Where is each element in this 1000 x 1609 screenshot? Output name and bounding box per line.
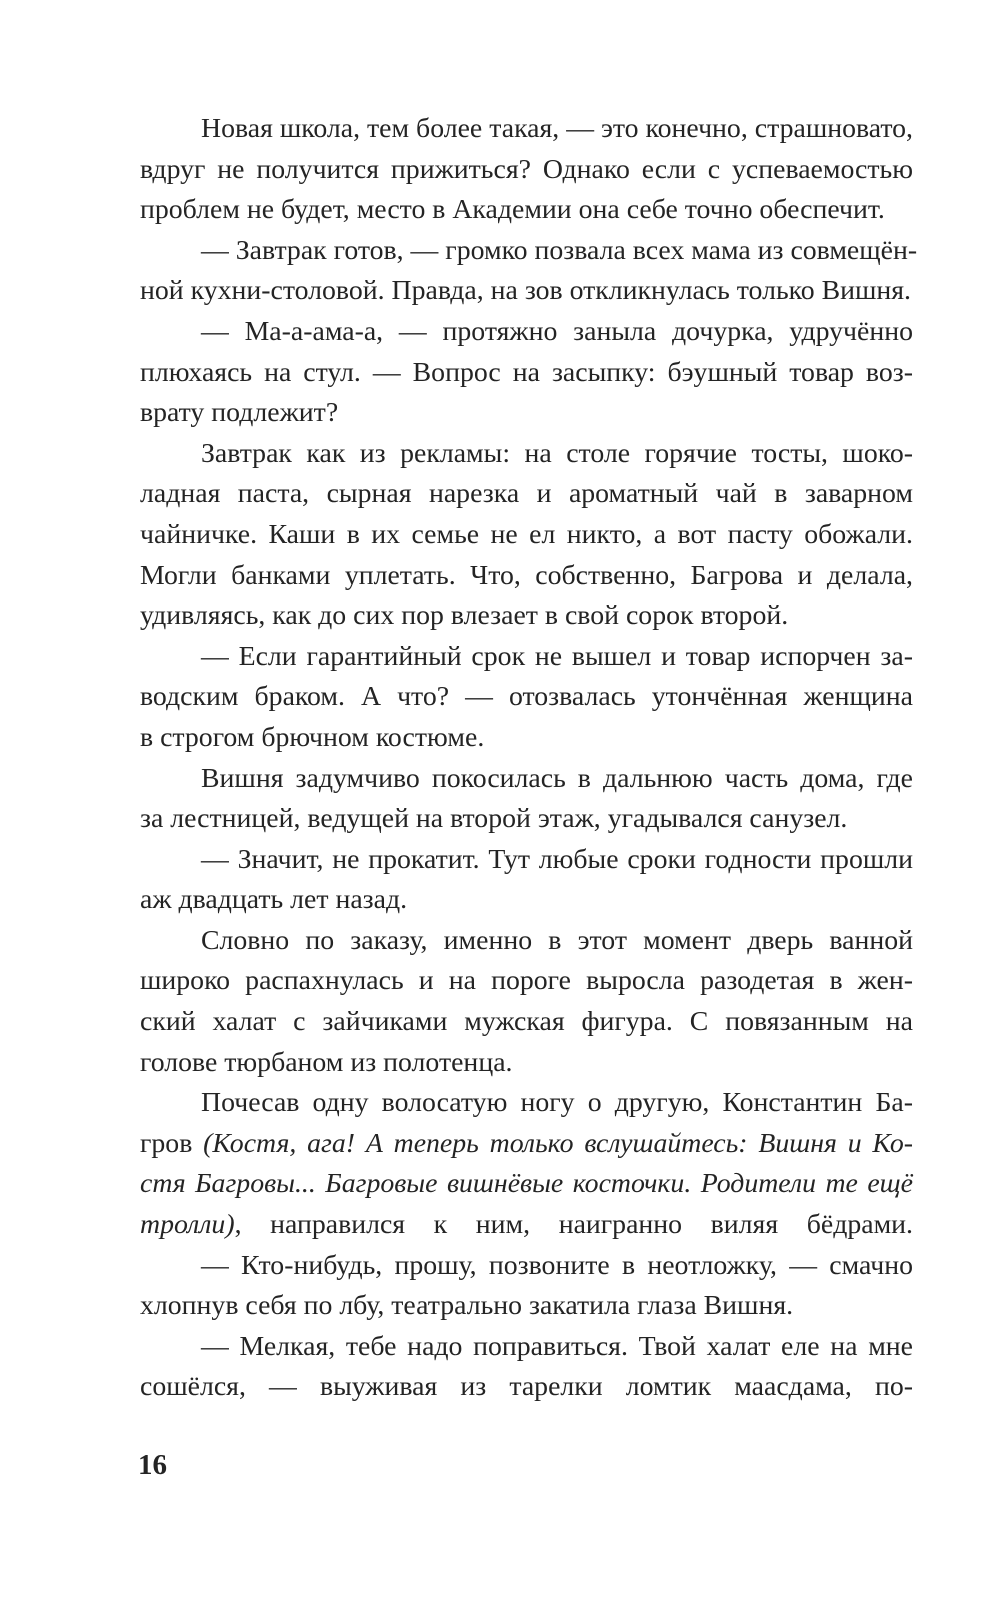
page-number: 16 [138, 1449, 167, 1481]
text-line [140, 1205, 913, 1246]
text-line: проблем не будет, место в Академии она себе точно обеспечит. [140, 194, 885, 226]
text-line: чайничке. Каши в их семье не ел никто, а вот пасту обожали. [140, 518, 913, 550]
text-line: Завтрак как из рекламы: на столе горячие тосты, шоко- [201, 437, 913, 469]
text-line: Новая школа, тем более такая, — это конечно, страшновато, [201, 113, 913, 144]
text-line: — Ма-а-ама-а, — протяжно заныла дочурка, удручённо [201, 315, 913, 347]
text-line: — Мелкая, тебе надо поправиться. Твой халат еле на мне [201, 1330, 913, 1362]
text-line: ладная паста, сырная нарезка и ароматный чай в заварном [140, 478, 913, 510]
text-line [140, 1124, 913, 1165]
text-line: Могли банками уплетать. Что, собственно, Багрова и делала, [140, 559, 913, 591]
text-line: стя Багровы... Багровые вишнёвые косточки. Родители те ещё [140, 1168, 913, 1200]
text-line: за лестницей, ведущей на второй этаж, угадывался санузел. [140, 803, 848, 835]
text-line: широко распахнулась и на пороге выросла разодетая в жен- [140, 965, 913, 997]
text-run: гров [140, 1127, 204, 1159]
text-line: Словно по заказу, именно в этот момент дверь ванной [201, 924, 913, 956]
text-line: сошёлся, — выуживая из тарелки ломтик маасдама, по- [140, 1371, 913, 1403]
text-line: Почесав одну волосатую ногу о другую, Константин Ба- [201, 1087, 913, 1119]
text-line: в строгом брючном костюме. [140, 721, 485, 753]
italic-run: тролли) [140, 1209, 235, 1241]
page-text-block [140, 109, 918, 1408]
italic-run: (Костя, ага! А теперь только вслушайтесь: Вишня и Ко- [203, 1127, 913, 1159]
text-line: Вишня задумчиво покосилась в дальнюю часть дома, где [201, 762, 913, 794]
text-line: хлопнув себя по лбу, театрально закатила глаза Вишня. [140, 1290, 794, 1322]
text-line: врату подлежит? [140, 397, 339, 429]
text-line: — Завтрак готов, — громко позвала всех мама из совмещён- [201, 234, 918, 266]
text-line: удивляясь, как до сих пор влезает в свой сорок второй. [140, 600, 789, 632]
text-line: — Если гарантийный срок не вышел и товар испорчен за- [201, 640, 913, 672]
text-line: голове тюрбаном из полотенца. [140, 1046, 513, 1078]
text-line: — Значит, не прокатит. Тут любые сроки годности прошли [201, 843, 913, 875]
text-line: ной кухни-столовой. Правда, на зов откликнулась только Вишня. [140, 275, 912, 307]
text-line: водским браком. А что? — отозвалась утончённая женщина [140, 681, 913, 713]
text-line: плюхаясь на стул. — Вопрос на засыпку: бэушный товар воз- [140, 356, 913, 388]
text-line: аж двадцать лет назад. [140, 884, 408, 916]
text-line: — Кто-нибудь, прошу, позвоните в неотложку, — смачно [201, 1249, 913, 1281]
text-line: ский халат с зайчиками мужская фигура. С повязанным на [140, 1006, 913, 1038]
text-run: , направился к ним, наигранно виляя бёдрами. [234, 1209, 913, 1241]
text-line: вдруг не получится прижиться? Однако если с успеваемостью [140, 153, 913, 185]
